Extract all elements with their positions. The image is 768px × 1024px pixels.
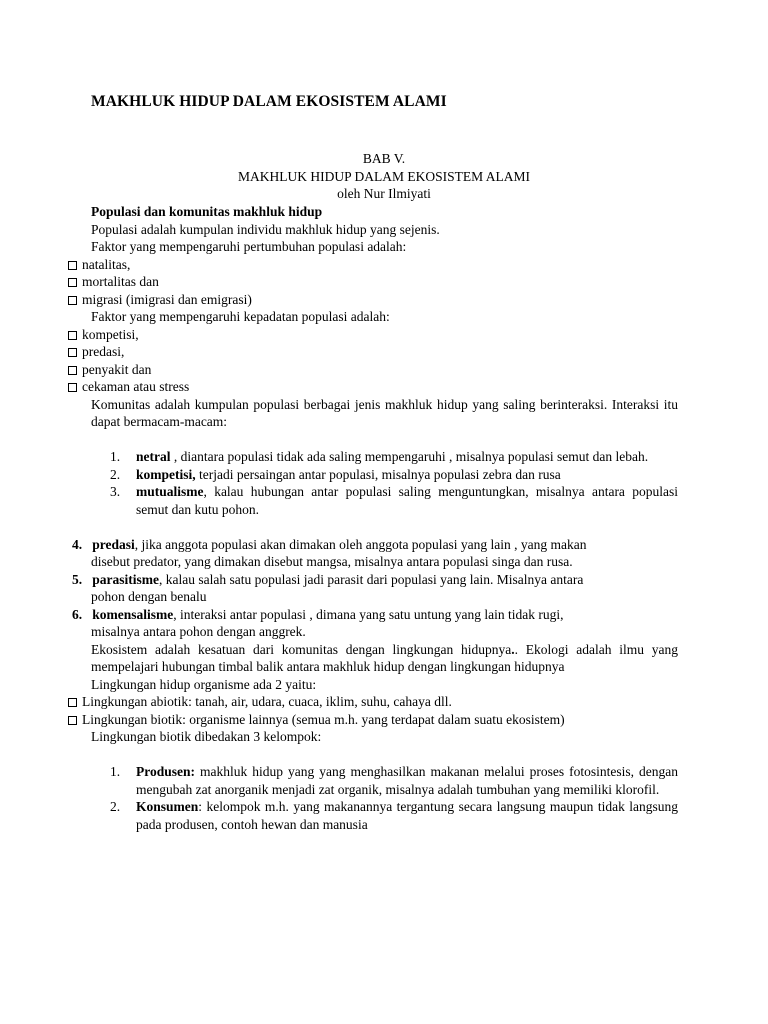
document-title: MAKHLUK HIDUP DALAM EKOSISTEM ALAMI [91,93,447,110]
numbered-item: 2. Konsumen: kelompok m.h. yang makanannya tergantung secara langsung maupun tidak langsung pada produsen, contoh hewan dan manusia [110,799,678,832]
list-item: migrasi (imigrasi dan emigrasi) [0,291,768,309]
checkbox-bullet-icon [68,716,77,725]
paragraph: Ekosistem adalah kesatuan dari komunitas dengan lingkungan hidupnya.. Ekologi adalah ilmu yang mempelajari hubungan timbal balik antara makhluk hidup dengan lingkungan hidupnya [91,641,678,674]
chapter-number: BAB V. [362,151,406,166]
numbered-item: 1. netral , diantara populasi tidak ada saling mempengaruhi , misalnya populasi semut dan lebah. [110,449,649,464]
paragraph: Lingkungan biotik dibedakan 3 kelompok: [91,729,322,744]
checkbox-bullet-icon [68,278,77,287]
checkbox-bullet-icon [68,366,77,375]
paragraph: Populasi adalah kumpulan individu makhluk hidup yang sejenis. [91,221,440,237]
numbered-item: 2. kompetisi, terjadi persaingan antar populasi, misalnya populasi zebra dan rusa [110,466,561,482]
checkbox-bullet-icon [68,296,77,305]
body-content [0,203,768,833]
numbered-item: 5. parasitisme, kalau salah satu populasi jadi parasit dari populasi yang lain. Misalnya antara pohon dengan benalu [72,571,584,604]
paragraph: Lingkungan hidup organisme ada 2 yaitu: [91,676,317,692]
chapter-header [0,150,768,203]
checkbox-bullet-icon [68,348,77,357]
numbered-item: 4. predasi, jika anggota populasi akan dimakan oleh anggota populasi yang lain , yang makan disebut predator, yang dimakan disebut mangsa, misalnya antara populasi singa dan rusa. [72,536,587,569]
checkbox-bullet-icon [68,383,77,392]
numbered-item: 1. Produsen: makhluk hidup yang yang menghasilkan makanan melalui proses fotosintesis, dengan mengubah zat anorganik menjadi zat organik, misalnya adalah tumbuhan yang memiliki klorofil. [110,764,678,797]
numbered-item: 6. komensalisme, interaksi antar populasi , dimana yang satu untung yang lain tidak rugi, misalnya antara pohon dengan anggrek. [72,606,564,639]
list-item: natalitas, [0,256,768,274]
list-item: predasi, [0,343,768,361]
numbered-item: 3. mutualisme, kalau hubungan antar populasi saling menguntungkan, misalnya antara populasi semut dan kutu pohon. [110,484,678,517]
checkbox-bullet-icon [68,261,77,270]
list-item: kompetisi, [0,326,768,344]
checkbox-bullet-icon [68,698,77,707]
checkbox-bullet-icon [68,331,77,340]
paragraph: Komunitas adalah kumpulan populasi berbagai jenis makhluk hidup yang saling berinteraksi. Interaksi itu dapat bermacam-macam: [91,396,678,429]
chapter-title: MAKHLUK HIDUP DALAM EKOSISTEM ALAMI [238,168,530,184]
chapter-author: oleh Nur Ilmiyati [337,186,431,201]
list-item: Lingkungan biotik: organisme lainnya (semua m.h. yang terdapat dalam suatu ekosistem) [0,711,768,729]
paragraph: Faktor yang mempengaruhi kepadatan populasi adalah: [91,309,390,324]
list-item: mortalitas dan [0,273,768,291]
list-item: penyakit dan [0,361,768,379]
paragraph: Faktor yang mempengaruhi pertumbuhan populasi adalah: [91,239,407,254]
section-heading: Populasi dan komunitas makhluk hidup [91,204,323,219]
list-item: Lingkungan abiotik: tanah, air, udara, cuaca, iklim, suhu, cahaya dll. [0,693,768,711]
list-item: cekaman atau stress [0,378,768,396]
